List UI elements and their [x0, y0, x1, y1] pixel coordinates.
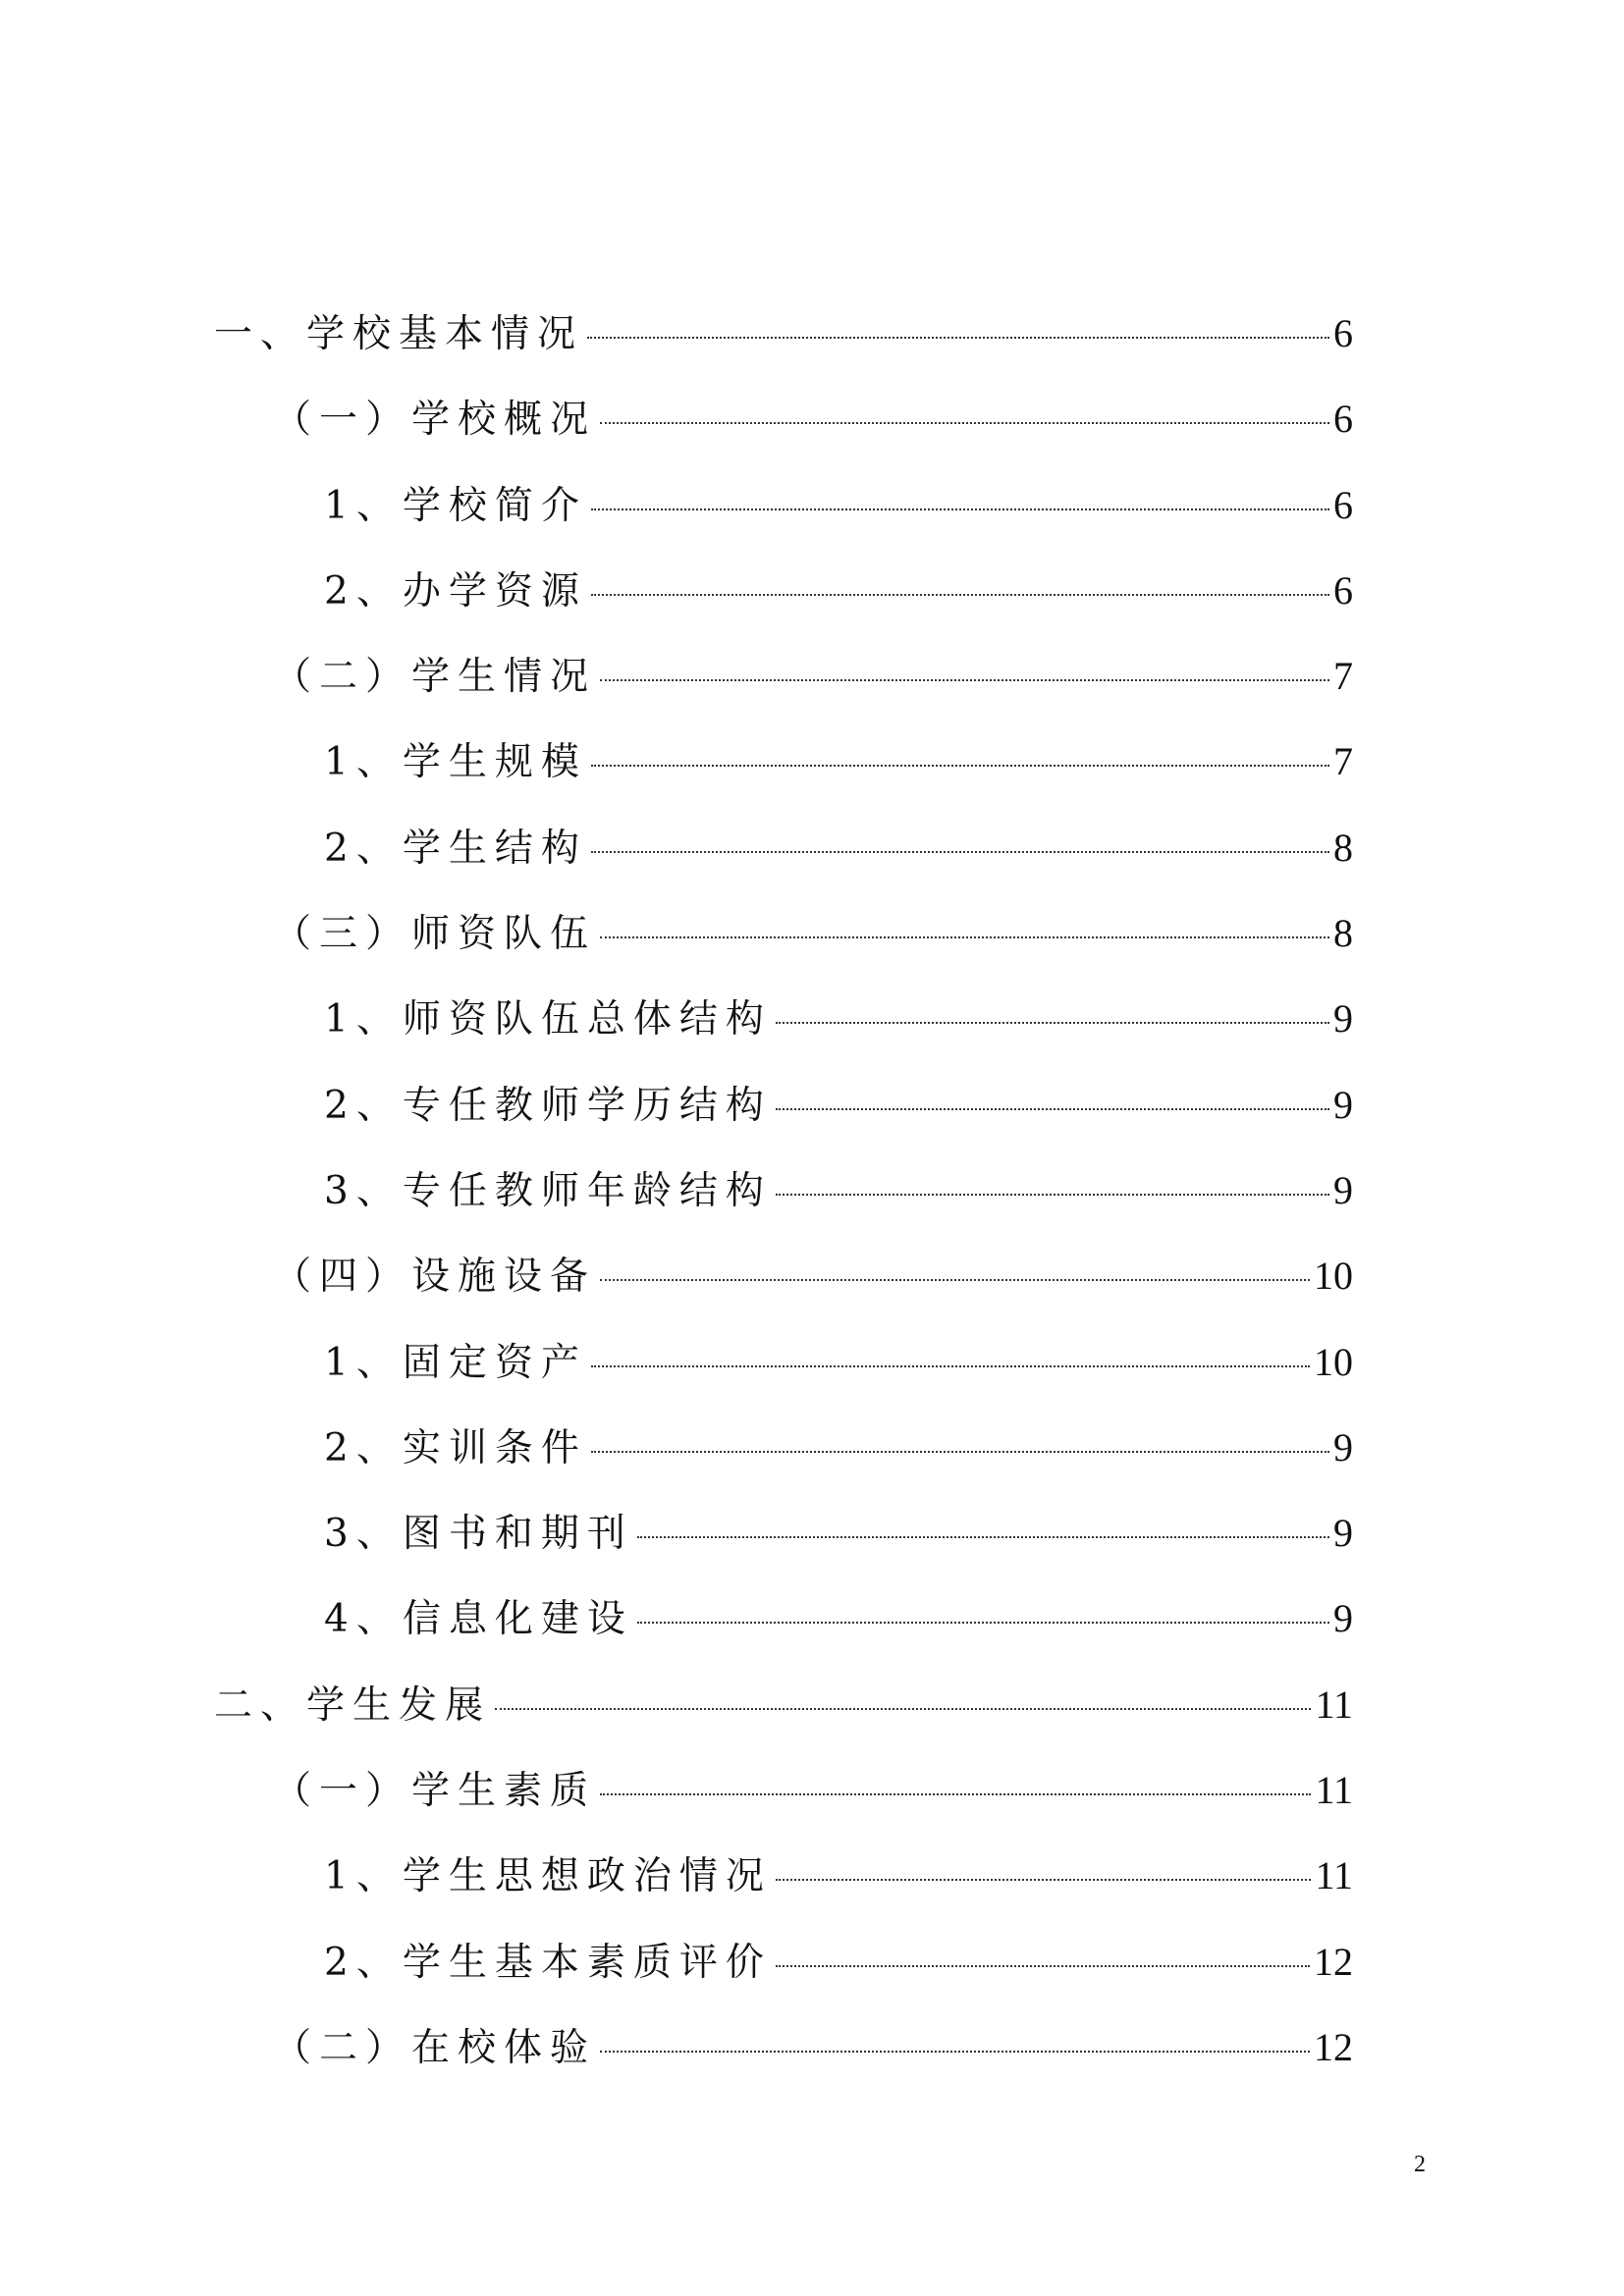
toc-entry[interactable]	[214, 1490, 1353, 1575]
toc-entry[interactable]	[214, 1233, 1353, 1318]
toc-entry-title: 一、学校基本情况	[214, 312, 584, 356]
toc-dot-leader	[637, 1536, 1329, 1538]
toc-entry-page: 6	[1333, 311, 1353, 355]
toc-entry-title: 二、学生发展	[214, 1682, 492, 1728]
toc-entry[interactable]	[214, 1575, 1353, 1661]
toc-entry-page: 10	[1314, 1339, 1353, 1384]
toc-entry-title: （一）学生素质	[273, 1769, 597, 1814]
toc-entry-title: 2、学生基本素质评价	[324, 1940, 772, 1985]
toc-entry-page: 12	[1314, 2024, 1353, 2069]
toc-entry-page: 10	[1314, 1254, 1353, 1299]
toc-entry[interactable]	[214, 2004, 1353, 2090]
toc-entry-title: 1、师资队伍总体结构	[324, 997, 772, 1042]
toc-dot-leader	[776, 1965, 1310, 1967]
toc-dot-leader	[591, 765, 1329, 767]
toc-entry-page: 11	[1315, 1682, 1353, 1727]
toc-entry-page: 9	[1333, 996, 1353, 1041]
toc-entry-title: （三）师资队伍	[273, 912, 597, 957]
toc-entry-title: 1、学生思想政治情况	[324, 1854, 772, 1899]
toc-entry[interactable]	[214, 633, 1353, 719]
toc-dot-leader	[591, 594, 1329, 596]
toc-entry[interactable]	[214, 805, 1353, 890]
toc-dot-leader	[591, 851, 1329, 853]
toc-dot-leader	[587, 337, 1329, 339]
toc-entry[interactable]	[214, 1662, 1353, 1747]
toc-entry[interactable]	[214, 1833, 1353, 1918]
toc-entry-page: 6	[1333, 482, 1353, 527]
toc-entry-title: （四）设施设备	[273, 1255, 597, 1300]
toc-entry-page: 7	[1333, 654, 1353, 699]
toc-entry-page: 9	[1333, 1511, 1353, 1556]
toc-entry[interactable]	[214, 1062, 1353, 1148]
toc-entry[interactable]	[214, 1319, 1353, 1405]
toc-entry-page: 6	[1333, 397, 1353, 442]
toc-dot-leader	[591, 1451, 1329, 1453]
toc-entry-page: 6	[1333, 567, 1353, 613]
toc-entry-title: 2、实训条件	[324, 1425, 587, 1470]
toc-entry-title: 2、专任教师学历结构	[324, 1083, 772, 1128]
toc-entry-page: 11	[1315, 1768, 1353, 1813]
toc-entry[interactable]	[214, 1919, 1353, 2004]
toc-entry-page: 9	[1333, 1596, 1353, 1641]
toc-dot-leader	[600, 422, 1329, 424]
toc-entry-page: 9	[1333, 1082, 1353, 1127]
toc-entry-page: 8	[1333, 825, 1353, 870]
toc-entry-title: 3、专任教师年龄结构	[324, 1168, 772, 1213]
toc-entry[interactable]	[214, 291, 1353, 376]
toc-entry-page: 9	[1333, 1424, 1353, 1469]
toc-dot-leader	[591, 1365, 1310, 1367]
toc-entry-title: （二）在校体验	[273, 2025, 597, 2070]
toc-entry-title: 1、学生规模	[324, 740, 587, 785]
toc-dot-leader	[776, 1022, 1329, 1024]
toc-entry[interactable]	[214, 376, 1353, 461]
toc-dot-leader	[776, 1879, 1312, 1881]
toc-entry[interactable]	[214, 462, 1353, 548]
toc-entry-title: 3、图书和期刊	[324, 1512, 633, 1557]
toc-dot-leader	[591, 508, 1329, 510]
toc-entry[interactable]	[214, 719, 1353, 804]
toc-dot-leader	[600, 1793, 1311, 1795]
toc-entry-page: 7	[1333, 739, 1353, 784]
toc-dot-leader	[600, 679, 1329, 681]
toc-entry[interactable]	[214, 548, 1353, 633]
toc-entry-page: 12	[1314, 1939, 1353, 1984]
toc-dot-leader	[637, 1622, 1329, 1624]
toc-dot-leader	[600, 2051, 1310, 2053]
toc-entry-title: （一）学校概况	[273, 398, 597, 443]
toc-entry[interactable]	[214, 890, 1353, 976]
toc-entry-page: 11	[1315, 1853, 1353, 1898]
toc-entry-title: 1、固定资产	[324, 1340, 587, 1385]
toc-entry-page: 9	[1333, 1167, 1353, 1212]
toc-entry[interactable]	[214, 1148, 1353, 1233]
toc-dot-leader	[600, 936, 1329, 938]
toc-entry-page: 8	[1333, 911, 1353, 956]
toc-entry-title: 2、学生结构	[324, 826, 587, 871]
toc-dot-leader	[600, 1279, 1310, 1281]
toc-entry-title: （二）学生情况	[273, 655, 597, 700]
toc-dot-leader	[495, 1708, 1311, 1710]
toc-entry[interactable]	[214, 1747, 1353, 1833]
toc-entry-title: 2、办学资源	[324, 568, 587, 614]
toc-dot-leader	[776, 1194, 1329, 1196]
page-number: 2	[1414, 2152, 1426, 2177]
toc-entry-title: 1、学校简介	[324, 483, 587, 528]
toc-entry[interactable]	[214, 976, 1353, 1061]
toc-dot-leader	[776, 1108, 1329, 1110]
table-of-contents	[214, 291, 1353, 2090]
toc-entry[interactable]	[214, 1405, 1353, 1490]
toc-entry-title: 4、信息化建设	[324, 1597, 633, 1642]
